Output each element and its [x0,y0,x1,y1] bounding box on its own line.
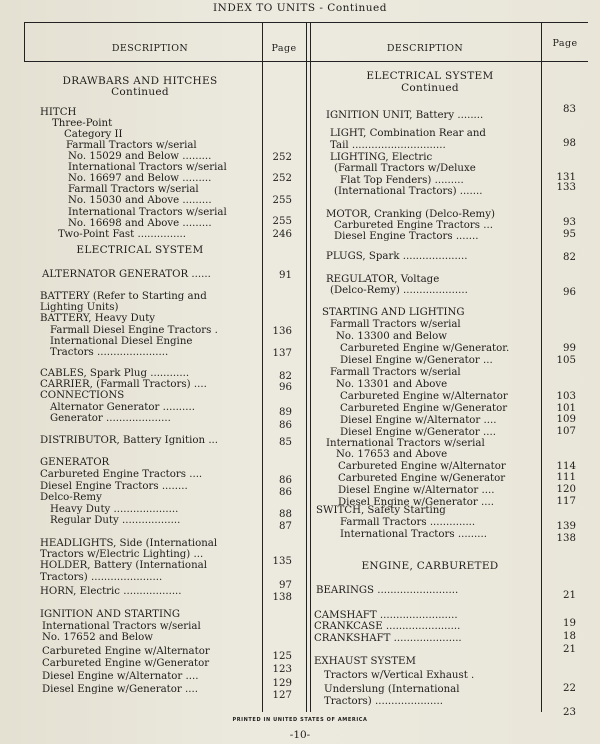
right-entry-text: SWITCH, Safety Starting [316,505,446,516]
right-entry-text: Carbureted Engine w/Alternator [340,391,508,402]
right-entry-page: 23 [563,707,576,718]
printed-in-usa: PRINTED IN UNITED STATES OF AMERICA [232,717,368,723]
right-entry-page: 96 [563,287,576,298]
left-entry-text: Diesel Engine w/Alternator .... [42,671,199,682]
left-entry-text: Tractors) ...................... [40,572,163,583]
right-entry-text: Farmall Tractors w/serial [330,367,461,378]
right-entry-text: Farmall Tractors .............. [340,517,476,528]
left-entry-page: 135 [272,556,292,567]
left-entry-page: 125 [272,651,292,662]
left-entry-text: Farmall Diesel Engine Tractors . [50,325,218,336]
right-entry-page: 138 [556,533,576,544]
left-entry-text: No. 16698 and Above ......... [68,218,212,229]
left-entry-page: 246 [272,229,292,240]
right-entry-text: LIGHTING, Electric [330,152,433,163]
left-entry-page: 89 [279,407,292,418]
left-entry-text: Two-Point Fast ............... [58,229,187,240]
center-divider-b [310,22,311,712]
right-entry-text: EXHAUST SYSTEM [314,656,416,667]
left-entry-page: 255 [272,195,292,206]
left-entry-text: Regular Duty .................. [50,515,181,526]
right-entry-page: 22 [563,683,576,694]
left-entry-text: HITCH [40,107,77,118]
left-page-divider [262,22,263,712]
left-entry-page: 88 [279,509,292,520]
right-entry-text: International Tractors w/serial [326,438,485,449]
left-entry-text: Carbureted Engine w/Generator [42,658,210,669]
right-entry-text: No. 13300 and Below [336,331,448,342]
right-entry-text: REGULATOR, Voltage [326,274,440,285]
right-entry-page: 105 [556,355,576,366]
left-border [24,22,25,62]
right-entry-page: 131 [556,172,576,183]
right-entry-page: 120 [556,484,576,495]
right-entry-text: CAMSHAFT ........................ [314,610,458,621]
right-entry-text: (Farmall Tractors w/Deluxe [334,163,476,174]
right-entry-page: 21 [563,644,576,655]
left-entry-text: BATTERY, Heavy Duty [40,313,156,324]
left-entry-text: No. 16697 and Below ......... [68,173,212,184]
page-title: INDEX TO UNITS - Continued [213,2,387,14]
left-entry-text: HOLDER, Battery (International [40,560,207,571]
right-entry-page: 93 [563,217,576,228]
right-entry-page: 19 [563,618,576,629]
left-entry-text: Delco-Remy [40,492,102,503]
left-page-header: Page [271,43,297,54]
left-entry-page: 127 [272,690,292,701]
left-entry-page: 129 [272,678,292,689]
left-entry-text: CONNECTIONS [40,390,125,401]
left-entry-text: Category II [64,129,123,140]
left-entry-text: Lighting Units) [40,302,119,313]
drawbars-heading: DRAWBARS AND HITCHES [62,75,218,87]
left-entry-text: Diesel Engine w/Generator .... [42,684,198,695]
right-entry-text: Underslung (International [324,684,460,695]
left-entry-text: International Tractors w/serial [68,162,227,173]
right-entry-page: 117 [556,496,576,507]
right-page-divider [541,22,542,712]
left-entry-text: Tractors w/Electric Lighting) ... [40,549,204,560]
left-entry-page: 255 [272,216,292,227]
left-entry-page: 252 [272,152,292,163]
right-entry-page: 101 [556,403,576,414]
right-entry-page: 111 [556,472,576,483]
left-entry-text: Farmall Tractors w/serial [68,184,199,195]
left-entry-text: No. 15030 and Above ......... [68,195,212,206]
right-entry-page: 103 [556,391,576,402]
right-entry-page: 95 [563,229,576,240]
right-entry-text: Flat Top Fenders) ......... [340,175,464,186]
right-entry-text: International Tractors ......... [340,529,487,540]
left-entry-page: 96 [279,382,292,393]
left-entry-text: HORN, Electric .................. [40,586,182,597]
page-number: -10- [289,729,311,741]
right-entry-page: 139 [556,521,576,532]
left-entry-page: 85 [279,437,292,448]
drawbars-continued: Continued [111,86,169,98]
right-entry-text: Carbureted Engine Tractors ... [334,220,493,231]
right-entry-text: Diesel Engine w/Generator .... [340,427,496,438]
electrical-continued-right: Continued [401,82,459,94]
right-entry-text: Tail ............................. [330,140,446,151]
center-divider-a [306,22,307,712]
left-entry-page: 82 [279,371,292,382]
left-entry-text: GENERATOR [40,457,110,468]
right-entry-page: 114 [556,461,576,472]
left-entry-page: 138 [272,592,292,603]
right-entry-text: BEARINGS ......................... [316,585,459,596]
left-entry-text: BATTERY (Refer to Starting and [40,291,207,302]
left-entry-text: IGNITION AND STARTING [40,609,181,620]
left-entry-page: 97 [279,580,292,591]
left-entry-text: Generator .................... [50,413,171,424]
right-entry-text: Tractors) ..................... [324,696,443,707]
right-entry-text: (Delco-Remy) .................... [330,285,468,296]
left-entry-text: CARRIER, (Farmall Tractors) .... [40,379,207,390]
right-entry-text: PLUGS, Spark .................... [326,251,468,262]
electrical-heading-right: ELECTRICAL SYSTEM [366,70,494,82]
right-page-header: Page [552,38,578,49]
electrical-heading-left: ELECTRICAL SYSTEM [76,244,204,256]
left-entry-text: Carbureted Engine w/Alternator [42,646,210,657]
right-entry-text: Tractors w/Vertical Exhaust . [324,670,475,681]
left-entry-text: International Diesel Engine [50,336,193,347]
engine-carbureted-heading: ENGINE, CARBURETED [361,560,499,572]
right-entry-text: No. 17653 and Above [336,449,448,460]
right-entry-page: 109 [556,414,576,425]
right-description-header: DESCRIPTION [386,43,464,54]
left-entry-page: 87 [279,521,292,532]
left-entry-text: Alternator Generator .......... [50,402,195,413]
right-entry-text: No. 13301 and Above [336,379,448,390]
right-entry-text: (International Tractors) ....... [334,186,483,197]
right-entry-page: 133 [556,182,576,193]
left-entry-text: Farmall Tractors w/serial [66,140,197,151]
left-description-header: DESCRIPTION [111,43,189,54]
right-entry-page: 82 [563,252,576,263]
right-entry-text: Carbureted Engine w/Generator [340,403,508,414]
right-entry-text: Carbureted Engine w/Generator [338,473,506,484]
right-entry-text: CRANKSHAFT ..................... [314,633,462,644]
left-entry-page: 91 [279,270,292,281]
right-entry-text: Carbureted Engine w/Alternator [338,461,506,472]
left-entry-text: Heavy Duty .................... [50,504,179,515]
left-entry-page: 252 [272,173,292,184]
left-entry-text: Tractors ...................... [50,347,169,358]
right-entry-text: CRANKCASE ....................... [314,621,461,632]
right-entry-text: Diesel Engine w/Alternator .... [340,415,497,426]
right-entry-page: 18 [563,631,576,642]
right-entry-text: STARTING AND LIGHTING [322,307,465,318]
left-entry-page: 137 [272,348,292,359]
left-entry-text: DISTRIBUTOR, Battery Ignition ... [40,435,219,446]
right-entry-text: Carbureted Engine w/Generator. [340,343,510,354]
right-entry-page: 107 [556,426,576,437]
right-entry-page: 83 [563,104,576,115]
right-entry-text: Diesel Engine w/Generator ... [340,355,493,366]
left-entry-page: 123 [272,664,292,675]
right-entry-text: Diesel Engine Tractors ....... [334,231,479,242]
left-entry-text: International Tractors w/serial [42,621,201,632]
left-entry-text: Carbureted Engine Tractors .... [40,469,203,480]
right-entry-text: IGNITION UNIT, Battery ........ [326,110,484,121]
left-entry-text: No. 15029 and Below ......... [68,151,212,162]
right-entry-page: 99 [563,343,576,354]
right-entry-page: 98 [563,138,576,149]
left-entry-text: HEADLIGHTS, Side (International [40,538,218,549]
left-entry-page: 86 [279,475,292,486]
left-entry-text: Diesel Engine Tractors ........ [40,481,188,492]
right-entry-page: 21 [563,590,576,601]
left-entry-text: ALTERNATOR GENERATOR ...... [42,269,211,280]
right-entry-text: LIGHT, Combination Rear and [330,128,486,139]
right-entry-text: MOTOR, Cranking (Delco-Remy) [326,209,495,220]
right-entry-text: Diesel Engine w/Generator .... [338,497,494,508]
left-entry-page: 136 [272,326,292,337]
left-entry-text: Three-Point [52,118,113,129]
right-entry-text: Farmall Tractors w/serial [330,319,461,330]
right-entry-text: Diesel Engine w/Alternator .... [338,485,495,496]
left-entry-text: No. 17652 and Below [42,632,154,643]
left-entry-text: International Tractors w/serial [68,207,227,218]
left-entry-text: CABLES, Spark Plug ............ [40,368,190,379]
left-entry-page: 86 [279,420,292,431]
left-entry-page: 86 [279,487,292,498]
